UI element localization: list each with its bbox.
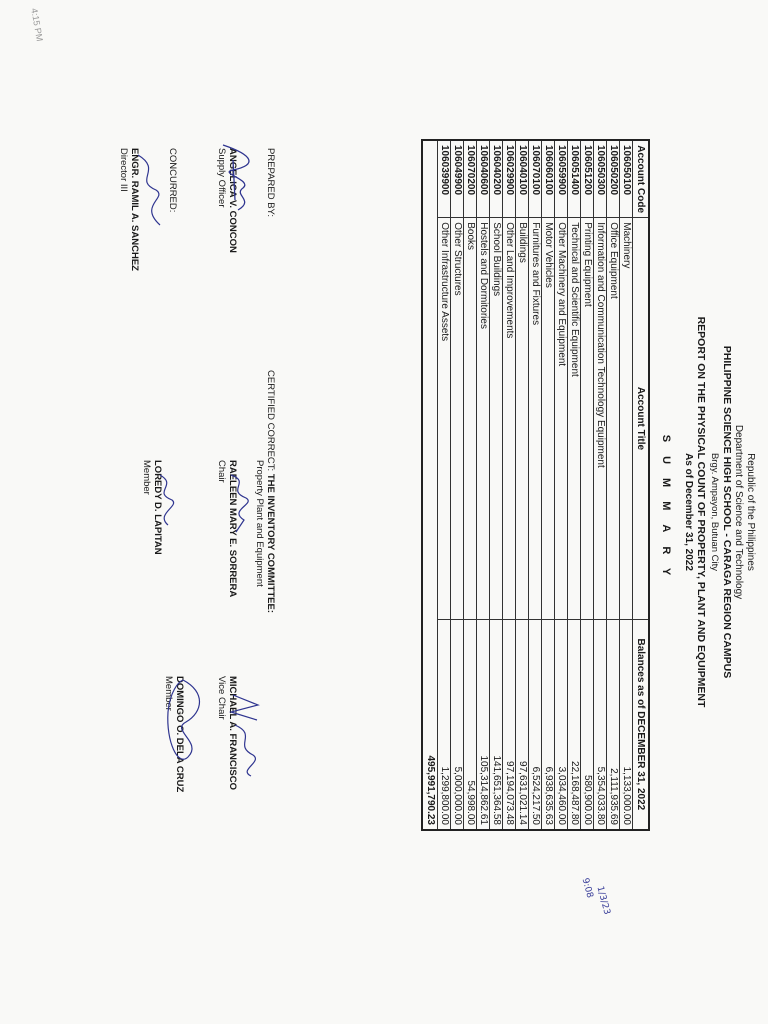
table-body bbox=[422, 140, 633, 830]
received-date-note: 1/3/23 bbox=[594, 885, 612, 916]
member1-role: Member bbox=[141, 460, 152, 495]
committee-title: THE INVENTORY COMMITTEE: bbox=[265, 473, 276, 613]
balance-cell: 105,314,862.61 bbox=[477, 619, 490, 830]
member2-role: Member bbox=[163, 676, 174, 711]
balance-cell: 54,998.00 bbox=[464, 619, 477, 830]
account-title-cell: Office Equipment bbox=[607, 218, 620, 619]
preparer-signature bbox=[216, 148, 238, 253]
table-row bbox=[438, 140, 451, 830]
table-row bbox=[464, 140, 477, 830]
header-school: PHILIPPINE SCIENCE HIGH SCHOOL - CARAGA REGION CAMPUS bbox=[721, 345, 733, 679]
balance-cell: 5,000,000.00 bbox=[451, 619, 464, 830]
balance-cell: 5,354,033.80 bbox=[594, 619, 607, 830]
header-address: Brgy. Ampayon, Butuan City bbox=[709, 452, 720, 572]
balance-cell: 1,133,000.00 bbox=[620, 619, 633, 830]
table-row bbox=[529, 140, 542, 830]
account-title-cell: Printing Equipment bbox=[581, 218, 594, 619]
vice-chair-signature bbox=[216, 676, 238, 790]
chair-role: Chair bbox=[216, 460, 227, 483]
table-row bbox=[607, 140, 620, 830]
vice-chair-name: MICHAEL A. FRANCISCO bbox=[227, 676, 238, 790]
account-code-cell: 106040600 bbox=[477, 140, 490, 218]
account-title-cell: Furnitures and Fixtures bbox=[529, 218, 542, 619]
account-code-cell: 106050300 bbox=[594, 140, 607, 218]
prepared-by-label: PREPARED BY: bbox=[265, 148, 276, 217]
account-code-cell: 106059900 bbox=[555, 140, 568, 218]
account-title-cell: Information and Communication Technology Equipment bbox=[594, 218, 607, 619]
member1-signature bbox=[141, 460, 163, 555]
account-code-cell: 106050100 bbox=[620, 140, 633, 218]
account-code-cell: 106070200 bbox=[464, 140, 477, 218]
account-code-cell: 106051400 bbox=[568, 140, 581, 218]
header-republic: Republic of the Philippines bbox=[745, 453, 756, 571]
account-title-cell: Buildings bbox=[516, 218, 529, 619]
balance-cell: 2,111,935.69 bbox=[607, 619, 620, 830]
col-account-title: Account Title bbox=[633, 218, 650, 619]
table-row bbox=[620, 140, 633, 830]
header-department: Department of Science and Technology bbox=[733, 424, 744, 600]
table-row bbox=[581, 140, 594, 830]
account-title-cell: Other Infrastructure Assets bbox=[438, 218, 451, 619]
total-spacer bbox=[422, 140, 438, 218]
certified-correct-label bbox=[265, 370, 276, 613]
preparer-role: Supply Officer bbox=[216, 148, 227, 208]
account-code-cell: 106051200 bbox=[581, 140, 594, 218]
concurred-label: CONCURRED: bbox=[167, 148, 178, 213]
total-row bbox=[422, 140, 438, 830]
member1-name: LOREDY D. LAPITAN bbox=[152, 460, 163, 555]
col-balance: Balances as of DECEMBER 31, 2022 bbox=[633, 619, 650, 830]
director-signature bbox=[118, 148, 140, 271]
table-row bbox=[503, 140, 516, 830]
balance-cell: 580,900.00 bbox=[581, 619, 594, 830]
vice-chair-role: Vice Chair bbox=[216, 676, 227, 720]
report-title: REPORT ON THE PHYSICAL COUNT OF PROPERTY, PLANT AND EQUIPMENT bbox=[695, 316, 707, 708]
account-title-cell: School Buildings bbox=[490, 218, 503, 619]
account-title-cell: Motor Vehicles bbox=[542, 218, 555, 619]
account-code-cell: 106040200 bbox=[490, 140, 503, 218]
balance-cell: 97,631,021.14 bbox=[516, 619, 529, 830]
table-row bbox=[490, 140, 503, 830]
balance-cell: 1,299,800.00 bbox=[438, 619, 451, 830]
table-row bbox=[568, 140, 581, 830]
director-role: Director III bbox=[118, 148, 129, 192]
total-spacer bbox=[422, 218, 438, 619]
report-date: As of December 31, 2022 bbox=[683, 453, 694, 571]
balance-cell: 6,938,635.63 bbox=[542, 619, 555, 830]
total-balance: 495,991,790.23 bbox=[422, 619, 438, 830]
account-code-cell: 106039900 bbox=[438, 140, 451, 218]
account-code-cell: 106050200 bbox=[607, 140, 620, 218]
account-title-cell: Machinery bbox=[620, 218, 633, 619]
table-header-row bbox=[633, 140, 650, 830]
account-code-cell: 106029900 bbox=[503, 140, 516, 218]
account-code-cell: 106070100 bbox=[529, 140, 542, 218]
table-row bbox=[477, 140, 490, 830]
account-title-cell: Other Structures bbox=[451, 218, 464, 619]
received-time-note: 9:08 bbox=[579, 877, 595, 900]
preparer-name: ANGELICA V. CONCON bbox=[227, 148, 238, 253]
committee-subtitle: Property Plant and Equipment bbox=[254, 460, 265, 587]
director-name: ENGR. RAMIL A. SANCHEZ bbox=[129, 148, 140, 271]
balance-cell: 6,524,217.50 bbox=[529, 619, 542, 830]
account-title-cell: Books bbox=[464, 218, 477, 619]
member2-signature bbox=[163, 676, 185, 792]
chair-signature bbox=[216, 460, 238, 597]
table-row bbox=[451, 140, 464, 830]
col-account-code: Account Code bbox=[633, 140, 650, 218]
balance-cell: 141,651,364.58 bbox=[490, 619, 503, 830]
account-code-cell: 106049900 bbox=[451, 140, 464, 218]
balance-cell: 22,168,487.80 bbox=[568, 619, 581, 830]
table-row bbox=[516, 140, 529, 830]
account-title-cell: Hostels and Dormitories bbox=[477, 218, 490, 619]
account-title-cell: Other Land Improvements bbox=[503, 218, 516, 619]
certified-text: CERTIFIED CORRECT: bbox=[265, 370, 276, 472]
account-code-cell: 106060100 bbox=[542, 140, 555, 218]
balance-cell: 3,034,460.00 bbox=[555, 619, 568, 830]
chair-name: RAELEEN MARY E. SORRERA bbox=[227, 460, 238, 598]
account-title-cell: Technical and Scientific Equipment bbox=[568, 218, 581, 619]
member2-name: DOMINGO O. DELA CRUZ bbox=[174, 676, 185, 793]
summary-heading: SUMMARY bbox=[660, 434, 672, 590]
balance-cell: 97,194,073.48 bbox=[503, 619, 516, 830]
account-code-cell: 106040100 bbox=[516, 140, 529, 218]
ppe-summary-table bbox=[421, 139, 650, 831]
table-row bbox=[555, 140, 568, 830]
table-row bbox=[542, 140, 555, 830]
account-title-cell: Other Machinery and Equipment bbox=[555, 218, 568, 619]
table-row bbox=[594, 140, 607, 830]
corner-stamp: 4:15 PM bbox=[29, 7, 45, 43]
